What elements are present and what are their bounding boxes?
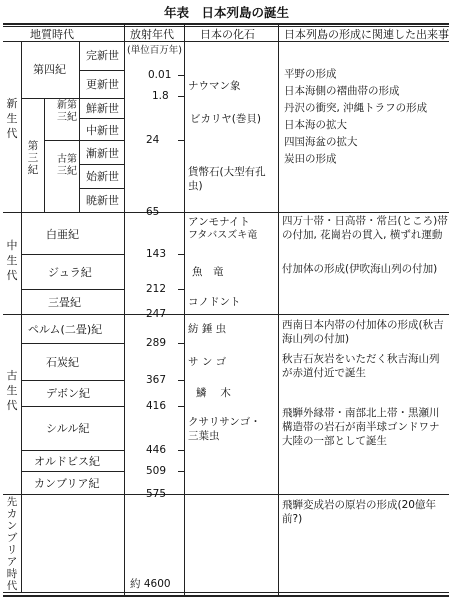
epoch-pleistocene: 更新世 [86,78,119,91]
event-tanzawa: 丹沢の衝突, 沖縄トラフの形成 [284,102,428,114]
period-neogene: 新第三紀 [57,100,77,123]
age-unit: (単位百万年) [127,45,182,56]
period-jurassic: ジュラ紀 [48,266,92,279]
event-inner-zone: 西南日本内帯の付加体の形成(秋吉海山列の付加) [282,319,444,345]
header-age: 放射年代 [130,28,174,41]
fossil-trilobite: 三葉虫 [188,430,220,442]
age-446: 446 [146,444,167,456]
header-events: 日本列島の形成に関連した出来事 [284,28,449,41]
age-24: 24 [146,134,160,146]
epoch-oligocene: 漸新世 [86,147,119,160]
fossil-vicarya: ビカリヤ(巻貝) [190,113,261,125]
age-367: 367 [146,374,167,386]
epoch-miocene: 中新世 [86,124,119,137]
fossil-futabasuzuki: フタバスズキ竜 [188,230,258,241]
event-coalfields: 炭田の形成 [284,153,337,165]
event-shimanto: 四万十帯・日高帯・常呂(ところ)帯の付加, 花崗岩の貫入, 横ずれ運動 [282,215,448,241]
fossil-fusulina: 紡 錘 虫 [188,323,227,335]
event-accretion: 付加体の形成(伊吹海山列の付加) [282,263,438,275]
epoch-eocene: 始新世 [86,170,119,183]
period-devonian: デボン紀 [46,387,90,400]
period-quaternary: 第四紀 [33,63,66,76]
age-289: 289 [146,337,167,349]
period-cambrian: カンブリア紀 [34,477,100,490]
fossil-ammonite: アンモナイト [188,216,250,228]
event-gondwana: 飛騨外縁帯・南部北上帯・黒瀬川構造帯の岩石が南半球ゴンドワナ大陸の一部として誕生 [282,407,440,447]
age-1-8: 1.8 [152,90,169,102]
age-212: 212 [146,283,167,295]
event-shikoku-basin: 四国海盆の拡大 [284,136,358,148]
event-akiyoshi: 秋吉石灰岩をいただく秋吉海山列が赤道付近で誕生 [282,353,440,379]
period-carboniferous: 石炭紀 [46,356,79,369]
event-sea-of-japan: 日本海の拡大 [284,119,347,131]
fossil-conodont: コノドント [188,296,241,308]
event-hida: 飛騨変成岩の原岩の形成(20億年前?) [282,499,436,525]
era-cenozoic: 新生代 [6,97,18,140]
epoch-paleocene: 暁新世 [86,194,119,207]
header-fossil: 日本の化石 [200,28,255,41]
period-silurian: シルル紀 [46,422,90,435]
age-4600: 約 4600 [130,578,171,590]
event-plains: 平野の形成 [284,68,337,80]
period-cretaceous: 白亜紀 [46,228,79,241]
age-143: 143 [146,248,167,260]
age-416: 416 [146,400,167,412]
period-paleogene: 古第三紀 [57,154,77,177]
header-period: 地質時代 [30,28,74,41]
age-247: 247 [146,308,167,320]
fossil-halysites: クサリサンゴ・ [188,416,261,428]
age-65: 65 [146,206,160,218]
period-permian: ペルム(二畳)紀 [28,323,103,336]
age-509: 509 [146,465,167,477]
era-precambrian: 先カンブリア時代 [6,496,18,592]
age-0-01: 0.01 [148,69,172,81]
fossil-nummulites: 貨幣石(大型有孔虫) [188,166,266,192]
period-triassic: 三畳紀 [48,296,81,309]
fossil-coral: サ ン ゴ [188,356,227,368]
period-tertiary: 第三紀 [27,140,39,176]
age-575: 575 [146,488,167,500]
period-ordovician: オルドビス紀 [34,455,100,468]
era-mesozoic: 中生代 [6,239,18,282]
table-title: 年表 日本列島の誕生 [163,5,289,20]
fossil-ichthyosaur: 魚 竜 [192,266,224,278]
epoch-holocene: 完新世 [86,49,119,62]
epoch-pliocene: 鮮新世 [86,102,119,115]
era-paleozoic: 古生代 [6,369,18,412]
event-fold-belt: 日本海側の褶曲帯の形成 [284,85,400,97]
fossil-naumann: ナウマン象 [188,80,241,92]
fossil-lepidodendron: 鱗 木 [196,387,231,399]
